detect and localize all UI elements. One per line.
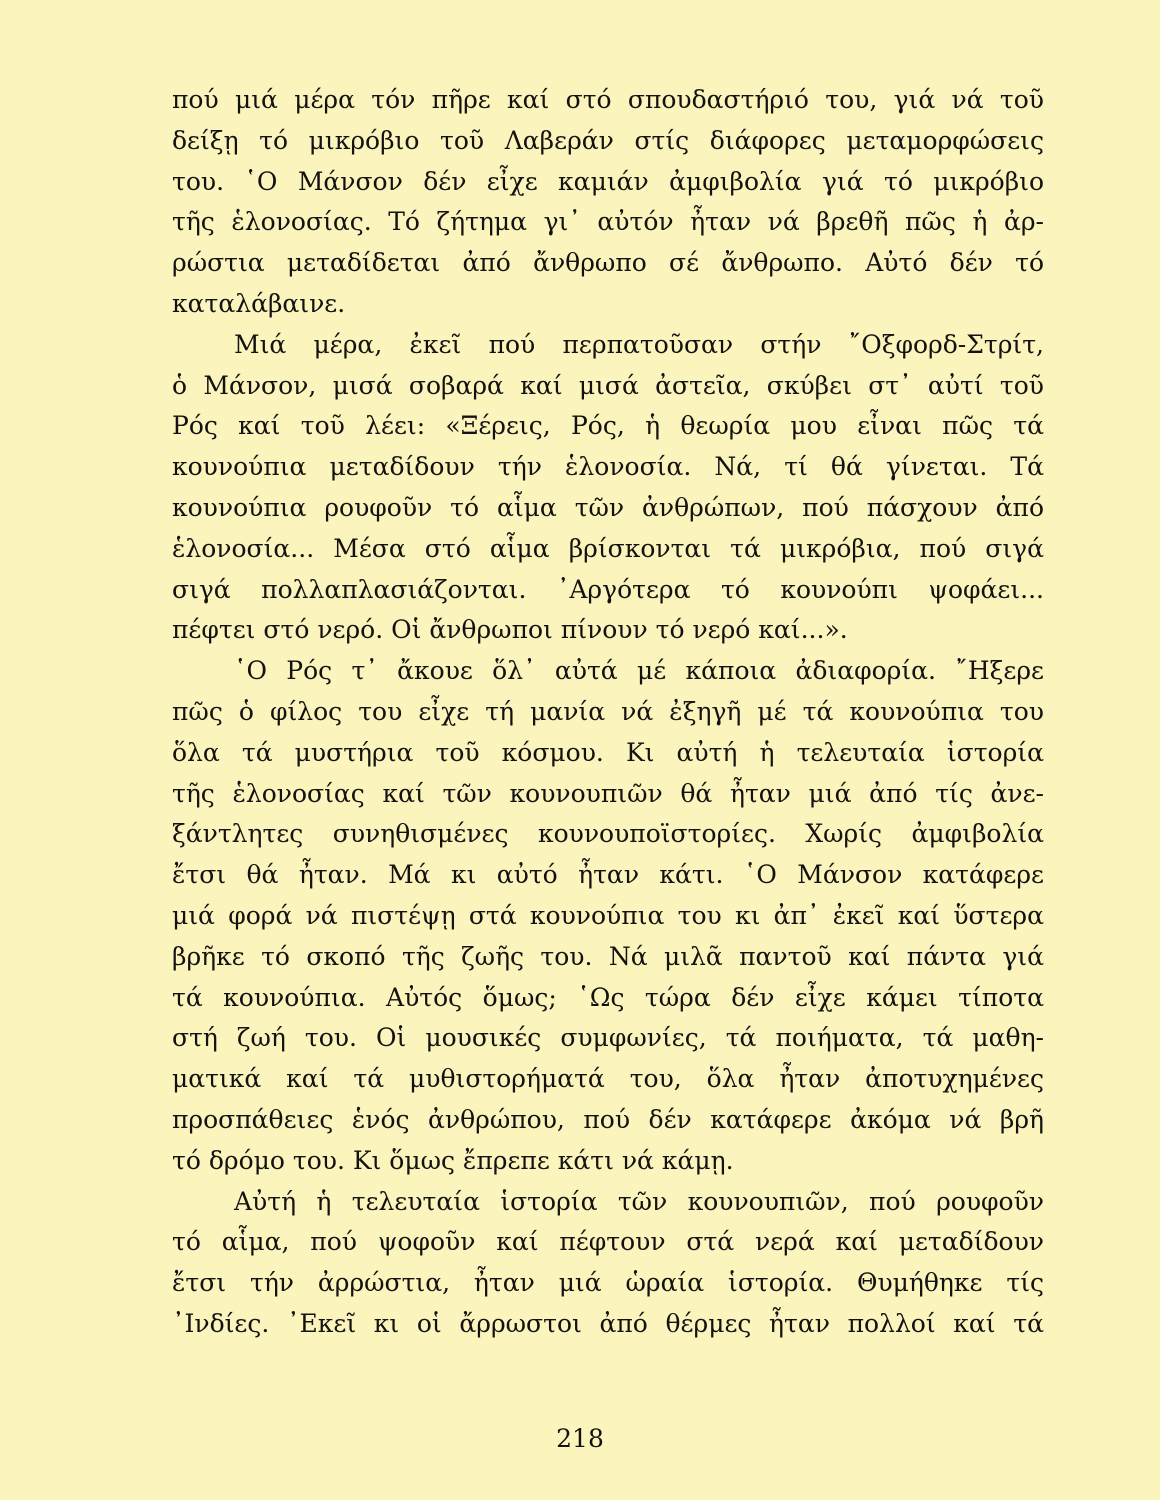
text-line: πού μιά μέρα τόν πῆρε καί στό σπουδαστήριό του, γιά νά τοῦ — [172, 85, 1044, 114]
text-line: ἔτσι τήν ἀρρώστια, ἦταν μιά ὡραία ἱστορία. Θυμήθηκε τίς — [172, 1268, 1044, 1298]
text-line: ρώστια μεταδίδεται ἀπό ἄνθρωπο σέ ἄνθρωπο. Αὐτό δέν τό — [172, 248, 1044, 278]
text-line: κουνούπια ρουφοῦν τό αἷμα τῶν ἀνθρώπων, πού πάσχουν ἀπό — [172, 492, 1044, 522]
text-line: ματικά καί τά μυθιστορήματά του, ὅλα ἦταν ἀποτυχημένες — [172, 1064, 1044, 1094]
text-line: μιά φορά νά πιστέψῃ στά κουνούπια του κι ἀπ᾿ ἐκεῖ καί ὕστερα — [172, 900, 1044, 930]
text-line: τῆς ἑλονοσίας. Τό ζήτημα γι᾿ αὐτόν ἦταν νά βρεθῆ πῶς ἡ ἀρ- — [172, 207, 1044, 237]
text-line: ὅλα τά μυστήρια τοῦ κόσμου. Κι αὐτή ἡ τελευταία ἱστορία — [172, 737, 1044, 767]
text-line: ἔτσι θά ἦταν. Μά κι αὐτό ἦταν κάτι. ῾Ο Μάνσον κατάφερε — [172, 860, 1044, 890]
text-line: κουνούπια μεταδίδουν τήν ἑλονοσία. Νά, τί θά γίνεται. Τά — [172, 452, 1044, 482]
text-line: Αὐτή ἡ τελευταία ἱστορία τῶν κουνουπιῶν, πού ρουφοῦν — [234, 1186, 1044, 1216]
text-line: βρῆκε τό σκοπό τῆς ζωῆς του. Νά μιλᾶ παντοῦ καί πάντα γιά — [172, 941, 1044, 971]
text-line: ᾿Ινδίες. ᾿Εκεῖ κι οἱ ἄρρωστοι ἀπό θέρμες ἦταν πολλοί καί τά — [172, 1308, 1044, 1338]
text-line: ῾Ο Ρός τ᾿ ἄκουε ὅλ᾿ αὐτά μέ κάποια ἀδιαφορία. ῎Ηξερε — [234, 656, 1044, 686]
text-line: ξάντλητες συνηθισμένες κουνουποϊστορίες. Χωρίς ἀμφιβολία — [172, 819, 1044, 849]
text-line: τῆς ἑλονοσίας καί τῶν κουνουπιῶν θά ἦταν μιά ἀπό τίς ἀνε- — [172, 778, 1044, 808]
text-line: πῶς ὁ φίλος του εἶχε τή μανία νά ἐξηγῆ μέ τά κουνούπια του — [172, 696, 1044, 726]
text-line: τό δρόμο του. Κι ὅμως ἔπρεπε κάτι νά κάμῃ. — [172, 1145, 734, 1175]
text-line: τά κουνούπια. Αὐτός ὅμως; ῾Ως τώρα δέν εἶχε κάμει τίποτα — [172, 982, 1044, 1012]
page-number: 218 — [556, 1424, 604, 1453]
text-line: προσπάθειες ἑνός ἀνθρώπου, πού δέν κατάφερε ἀκόμα νά βρῆ — [172, 1104, 1044, 1134]
text-line: τό αἷμα, πού ψοφοῦν καί πέφτουν στά νερά καί μεταδίδουν — [172, 1227, 1044, 1257]
text-line: καταλάβαινε. — [172, 288, 346, 318]
text-line: πέφτει στό νερό. Οἱ ἄνθρωποι πίνουν τό νερό καί...». — [172, 615, 848, 645]
text-line: δείξῃ τό μικρόβιο τοῦ Λαβεράν στίς διάφορες μεταμορφώσεις — [172, 125, 1044, 155]
text-line: ὁ Μάνσον, μισά σοβαρά καί μισά ἀστεῖα, σκύβει στ᾿ αὐτί τοῦ — [172, 370, 1044, 400]
text-line: Μιά μέρα, ἐκεῖ πού περπατοῦσαν στήν ῎Οξφορδ-Στρίτ, — [234, 329, 1044, 359]
body-text — [172, 80, 1044, 1345]
text-line: σιγά πολλαπλασιάζονται. ᾿Αργότερα τό κουνούπι ψοφάει... — [172, 574, 1044, 604]
text-line: ἑλονοσία... Μέσα στό αἷμα βρίσκονται τά μικρόβια, πού σιγά — [172, 533, 1044, 563]
text-line: του. ῾Ο Μάνσον δέν εἶχε καμιάν ἀμφιβολία γιά τό μικρόβιο — [172, 166, 1044, 196]
text-line: Ρός καί τοῦ λέει: «Ξέρεις, Ρός, ἡ θεωρία μου εἶναι πῶς τά — [172, 411, 1044, 441]
text-line: στή ζωή του. Οἱ μουσικές συμφωνίες, τά ποιήματα, τά μαθη- — [172, 1023, 1044, 1053]
